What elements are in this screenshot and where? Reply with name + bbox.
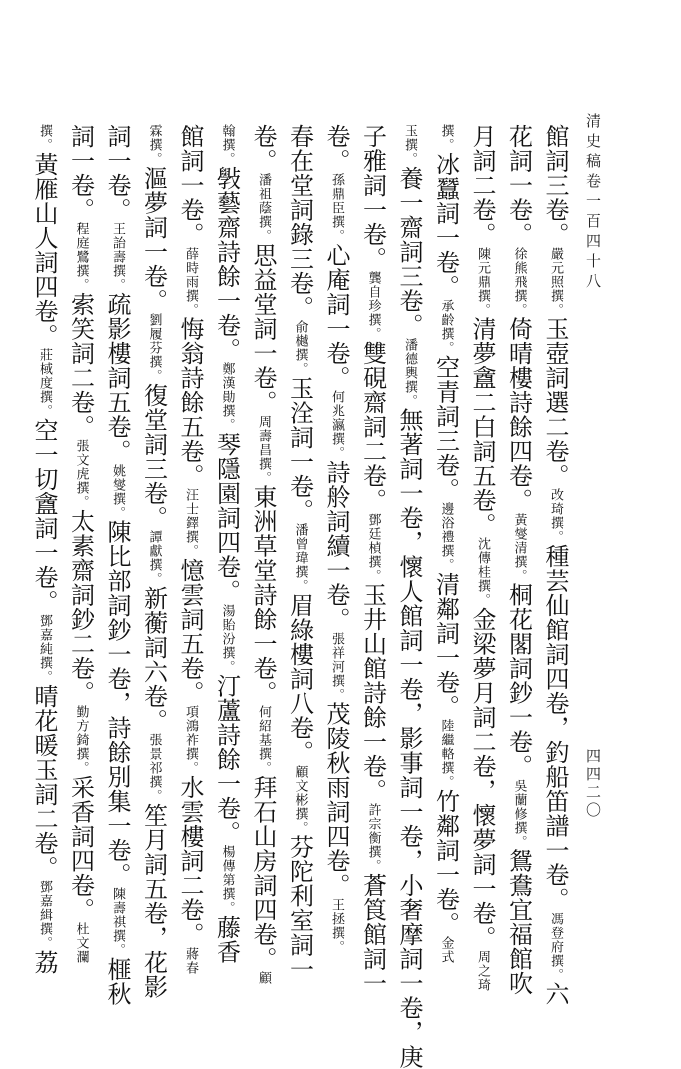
author-note: 顧文彬撰。: [293, 765, 308, 835]
book-title-text: 春在堂詞錄三卷。: [286, 124, 314, 320]
book-title-text: 索笑詞二卷。: [67, 292, 95, 439]
page-number: 四四二〇: [583, 748, 604, 820]
author-note: 嚴元照撰。: [548, 247, 563, 317]
book-title-text: 竹鄰詞一卷。: [432, 789, 460, 936]
author-note: 俞樾撰。: [293, 320, 308, 376]
author-note: 鄧嘉緝撰。: [37, 880, 52, 950]
book-title-text: 黃雁山人詞四卷。: [30, 152, 58, 348]
author-note: 吳蘭修撰。: [512, 779, 527, 849]
book-title-text: 種芸仙館詞四卷，釣船笛譜一卷。: [541, 544, 569, 912]
author-note: 金式: [439, 936, 454, 964]
author-note: 玉撰。: [402, 124, 417, 166]
book-title-text: 復堂詞三卷。: [140, 383, 168, 530]
book-title-text: 陳比部詞鈔一卷，詩餘別集一卷。: [103, 520, 131, 888]
book-title-text: 汀蘆詩餘一卷。: [213, 674, 241, 846]
book-title-text: 漚夢詞一卷。: [140, 166, 168, 313]
book-title-text: 卷。: [322, 124, 350, 173]
author-note: 黃燮清撰。: [512, 513, 527, 583]
book-title-text: 水雲樓詞二卷。: [176, 775, 204, 947]
book-title-text: 斅藝齋詩餘一卷。: [213, 166, 241, 362]
author-note: 潘曾瑋撰。: [293, 523, 308, 593]
author-note: 勤方錡撰。: [74, 705, 89, 775]
author-note: 劉履芬撰。: [147, 313, 162, 383]
text-column: [26, 124, 63, 944]
author-note: 翰撰。: [220, 124, 235, 166]
author-note: 撰。: [439, 124, 454, 152]
author-note: 馮登府撰。: [548, 912, 563, 982]
book-title-text: 采香詞四卷。: [67, 775, 95, 922]
author-note: 譚獻撰。: [147, 530, 162, 586]
author-note: 何兆瀛撰。: [329, 390, 344, 460]
author-note: 撰。: [37, 124, 52, 152]
author-note: 張文虎撰。: [74, 439, 89, 509]
text-column: [427, 124, 464, 944]
book-title-text: 詩舲詞續一卷。: [322, 460, 350, 632]
text-column: [354, 124, 391, 944]
book-title-text: 琴隱園詞四卷。: [213, 432, 241, 604]
author-note: 周壽昌撰。: [256, 415, 271, 485]
book-title-text: 空一切盦詞一卷。: [30, 418, 58, 614]
author-note: 杜文瀾: [74, 922, 89, 964]
author-note: 鄧廷楨撰。: [366, 513, 381, 583]
author-note: 王拯撰。: [329, 898, 344, 954]
book-title-text: 拜石山房詞四卷。: [249, 775, 277, 971]
book-title-text: 茂陵秋雨詞四卷。: [322, 702, 350, 898]
book-title-text: 金梁夢月詞二卷，懷夢詞一卷。: [468, 607, 496, 950]
author-note: 周之琦: [475, 950, 490, 992]
main-text: [78, 124, 573, 944]
author-note: 張景祁撰。: [147, 733, 162, 803]
author-note: 霖撰。: [147, 124, 162, 166]
author-note: 鄭漢勛撰。: [220, 362, 235, 432]
book-title-text: 六: [541, 982, 569, 1007]
book-title-text: 玉洤詞一卷。: [286, 376, 314, 523]
text-column: [135, 124, 172, 944]
book-title-text: 憶雲詞五卷。: [176, 558, 204, 705]
text-column: [500, 124, 537, 944]
text-column: [318, 124, 355, 944]
text-column: [281, 124, 318, 944]
book-title-text: 倚晴樓詩餘四卷。: [505, 317, 533, 513]
book-title-text: 無著詞一卷，懷人館詞一卷，影事詞一卷，小奢摩詞一卷，庚: [395, 408, 423, 1069]
book-title-text: 桐花閣詞鈔一卷。: [505, 583, 533, 779]
text-column: [391, 124, 428, 944]
book-title-text: 養一齋詞三卷。: [395, 166, 423, 338]
text-column: [464, 124, 501, 944]
text-column: [99, 124, 136, 944]
text-column: [537, 124, 574, 944]
book-title-text: 心庵詞一卷。: [322, 243, 350, 390]
author-note: 潘德輿撰。: [402, 338, 417, 408]
author-note: 潘祖蔭撰。: [256, 173, 271, 243]
book-title-text: 月詞二卷。: [468, 124, 496, 247]
author-note: 邊浴禮撰。: [439, 502, 454, 572]
author-note: 陳元鼎撰。: [475, 247, 490, 317]
book-title-text: 思益堂詞一卷。: [249, 243, 277, 415]
author-note: 承齡撰。: [439, 299, 454, 355]
book-title-text: 悔翁詩餘五卷。: [176, 317, 204, 489]
book-title-text: 花詞一卷。: [505, 124, 533, 247]
author-note: 楊傳第撰。: [220, 845, 235, 915]
book-title-text: 太素齋詞鈔二卷。: [67, 509, 95, 705]
author-note: 鄧嘉純撰。: [37, 614, 52, 684]
text-column: [62, 124, 99, 944]
book-title-text: 蒼筤館詞一: [359, 873, 387, 996]
book-title-text: 藤香: [213, 915, 241, 964]
author-note: 姚燮撰。: [110, 464, 125, 520]
author-note: 陸繼輅撰。: [439, 719, 454, 789]
book-title-text: 清夢盦二白詞五卷。: [468, 317, 496, 538]
book-title-text: 詞一卷。: [67, 124, 95, 222]
book-title-text: 子雅詞一卷。: [359, 124, 387, 271]
book-title-text: 笙月詞五卷，花影: [140, 803, 168, 999]
book-title-text: 雙硯齋詞二卷。: [359, 341, 387, 513]
running-title: 清史稿卷一百四十八: [583, 113, 604, 293]
author-note: 湯貽汾撰。: [220, 604, 235, 674]
author-note: 項鴻祚撰。: [183, 705, 198, 775]
book-title-text: 空青詞三卷。: [432, 355, 460, 502]
book-title-text: 疏影樓詞五卷。: [103, 292, 131, 464]
author-note: 莊棫度撰。: [37, 348, 52, 418]
text-column: [208, 124, 245, 944]
text-column: [172, 124, 209, 944]
author-note: 蔣春: [183, 947, 198, 975]
book-title-text: 館詞一卷。: [176, 124, 204, 247]
book-title-text: 詞一卷。: [103, 124, 131, 222]
author-note: 薛時雨撰。: [183, 247, 198, 317]
book-title-text: 玉壺詞選二卷。: [541, 317, 569, 489]
text-column: [245, 124, 282, 944]
author-note: 王詒壽撰。: [110, 222, 125, 292]
author-note: 許宗衡撰。: [366, 803, 381, 873]
book-title-text: 清鄰詞一卷。: [432, 572, 460, 719]
book-title-text: 冰蠶詞一卷。: [432, 152, 460, 299]
author-note: 汪士鐸撰。: [183, 488, 198, 558]
author-note: 陳壽祺撰。: [110, 887, 125, 957]
book-title-text: 新蘅詞六卷。: [140, 586, 168, 733]
book-title-text: 荔: [30, 950, 58, 975]
book-title-text: 晴花暖玉詞二卷。: [30, 684, 58, 880]
author-note: 改琦撰。: [548, 488, 563, 544]
book-title-text: 卷。: [249, 124, 277, 173]
book-title-text: 東洲草堂詩餘一卷。: [249, 485, 277, 706]
author-note: 龔自珍撰。: [366, 271, 381, 341]
author-note: 何紹基撰。: [256, 705, 271, 775]
author-note: 沈傳桂撰。: [475, 537, 490, 607]
author-note: 徐熊飛撰。: [512, 247, 527, 317]
author-note: 張祥河撰。: [329, 632, 344, 702]
book-title-text: 眉綠樓詞八卷。: [286, 593, 314, 765]
author-note: 程庭鷺撰。: [74, 222, 89, 292]
author-note: 顧: [256, 971, 271, 985]
book-title-text: 館詞三卷。: [541, 124, 569, 247]
book-title-text: 芬陀利室詞一: [286, 835, 314, 982]
book-title-text: 鴛鴦宜福館吹: [505, 849, 533, 996]
author-note: 孫鼎臣撰。: [329, 173, 344, 243]
book-title-text: 榧秋: [103, 957, 131, 1006]
book-title-text: 玉井山館詩餘一卷。: [359, 583, 387, 804]
